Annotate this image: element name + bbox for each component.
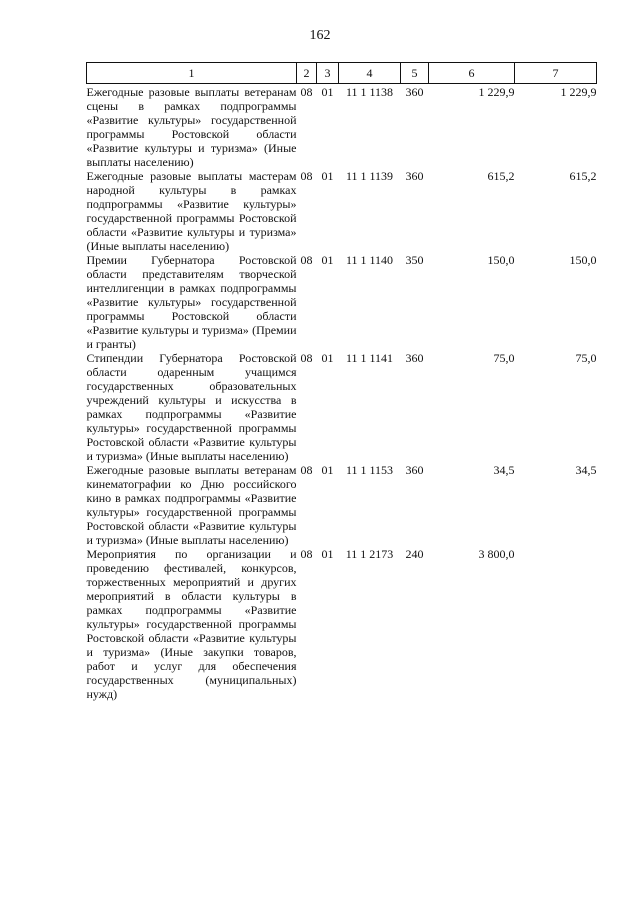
subsection-code: 01 [321, 169, 334, 183]
column-header: 6 [429, 63, 515, 84]
target-article-code: 11 1 1140 [345, 253, 394, 267]
item-name: Ежегодные разовые выплаты ветеранам кинематографии ко Дню российского кино в рамках подпрограммы «Развитие культуры» государственной программы Ростовской области «Развитие культуры и туризма» (Иные выплаты населению) [86, 463, 297, 547]
table-row [87, 463, 597, 547]
item-name: Мероприятия по организации и проведению фестивалей, конкурсов, торжественных мероприятий и других мероприятий в области культуры в рамках подпрограммы «Развитие культуры» государственной программы Ростовской области «Развитие культуры и туризма» (Иные закупки товаров, работ и услуг для обеспечения государственных (муниципальных) нужд) [86, 547, 297, 701]
section-code: 08 [300, 463, 313, 477]
section-code: 08 [300, 253, 313, 267]
expense-type-code: 350 [405, 253, 424, 267]
target-article-code: 11 1 2173 [345, 547, 394, 561]
page-number: 162 [309, 28, 331, 43]
amount-col6: 75,0 [493, 351, 515, 365]
expense-type-code: 360 [405, 351, 424, 365]
item-name: Стипендии Губернатора Ростовской области одаренным учащимся государственных образовательных учреждений культуры и искусства в рамках подпрограммы «Развитие культуры» государственной программы Ростовской области «Развитие культуры и туризма» (Иные выплаты населению) [86, 351, 297, 463]
amount-col7: 34,5 [575, 463, 597, 477]
table-row [87, 351, 597, 463]
section-code: 08 [300, 169, 313, 183]
amount-col7: 615,2 [569, 169, 597, 183]
table-header-row [87, 63, 597, 84]
table-row [87, 253, 597, 351]
subsection-code: 01 [321, 351, 334, 365]
amount-col6: 615,2 [487, 169, 515, 183]
section-code: 08 [300, 547, 313, 561]
subsection-code: 01 [321, 253, 334, 267]
target-article-code: 11 1 1139 [345, 169, 394, 183]
column-header: 2 [297, 63, 317, 84]
amount-col7: 75,0 [575, 351, 597, 365]
item-name: Ежегодные разовые выплаты мастерам народной культуры в рамках подпрограммы «Развитие культуры» государственной программы Ростовской области «Развитие культуры и туризма» (Иные выплаты населению) [86, 169, 297, 253]
amount-col7 [515, 547, 597, 701]
subsection-code: 01 [321, 463, 334, 477]
table-row [87, 547, 597, 701]
column-header: 1 [87, 63, 297, 84]
target-article-code: 11 1 1138 [345, 85, 394, 99]
expense-type-code: 360 [405, 85, 424, 99]
amount-col7: 1 229,9 [560, 85, 597, 99]
budget-table [86, 62, 597, 701]
section-code: 08 [300, 351, 313, 365]
subsection-code: 01 [321, 547, 334, 561]
target-article-code: 11 1 1141 [345, 351, 394, 365]
expense-type-code: 360 [405, 169, 424, 183]
amount-col6: 150,0 [487, 253, 515, 267]
expense-type-code: 240 [405, 547, 424, 561]
amount-col7: 150,0 [569, 253, 597, 267]
amount-col6: 34,5 [493, 463, 515, 477]
column-header: 3 [317, 63, 339, 84]
table-row [87, 169, 597, 253]
item-name: Премии Губернатора Ростовской области представителям творческой интеллигенции в рамках подпрограммы «Развитие культуры» государственной программы Ростовской области «Развитие культуры и туризма» (Премии и гранты) [86, 253, 297, 351]
column-header: 5 [401, 63, 429, 84]
item-name: Ежегодные разовые выплаты ветеранам сцены в рамках подпрограммы «Развитие культуры» государственной программы Ростовской области «Развитие культуры и туризма» (Иные выплаты населению) [86, 85, 297, 169]
target-article-code: 11 1 1153 [345, 463, 394, 477]
table-row [87, 84, 597, 170]
subsection-code: 01 [321, 85, 334, 99]
column-header: 7 [515, 63, 597, 84]
expense-type-code: 360 [405, 463, 424, 477]
column-header: 4 [339, 63, 401, 84]
amount-col6: 3 800,0 [478, 547, 515, 561]
section-code: 08 [300, 85, 313, 99]
amount-col6: 1 229,9 [478, 85, 515, 99]
